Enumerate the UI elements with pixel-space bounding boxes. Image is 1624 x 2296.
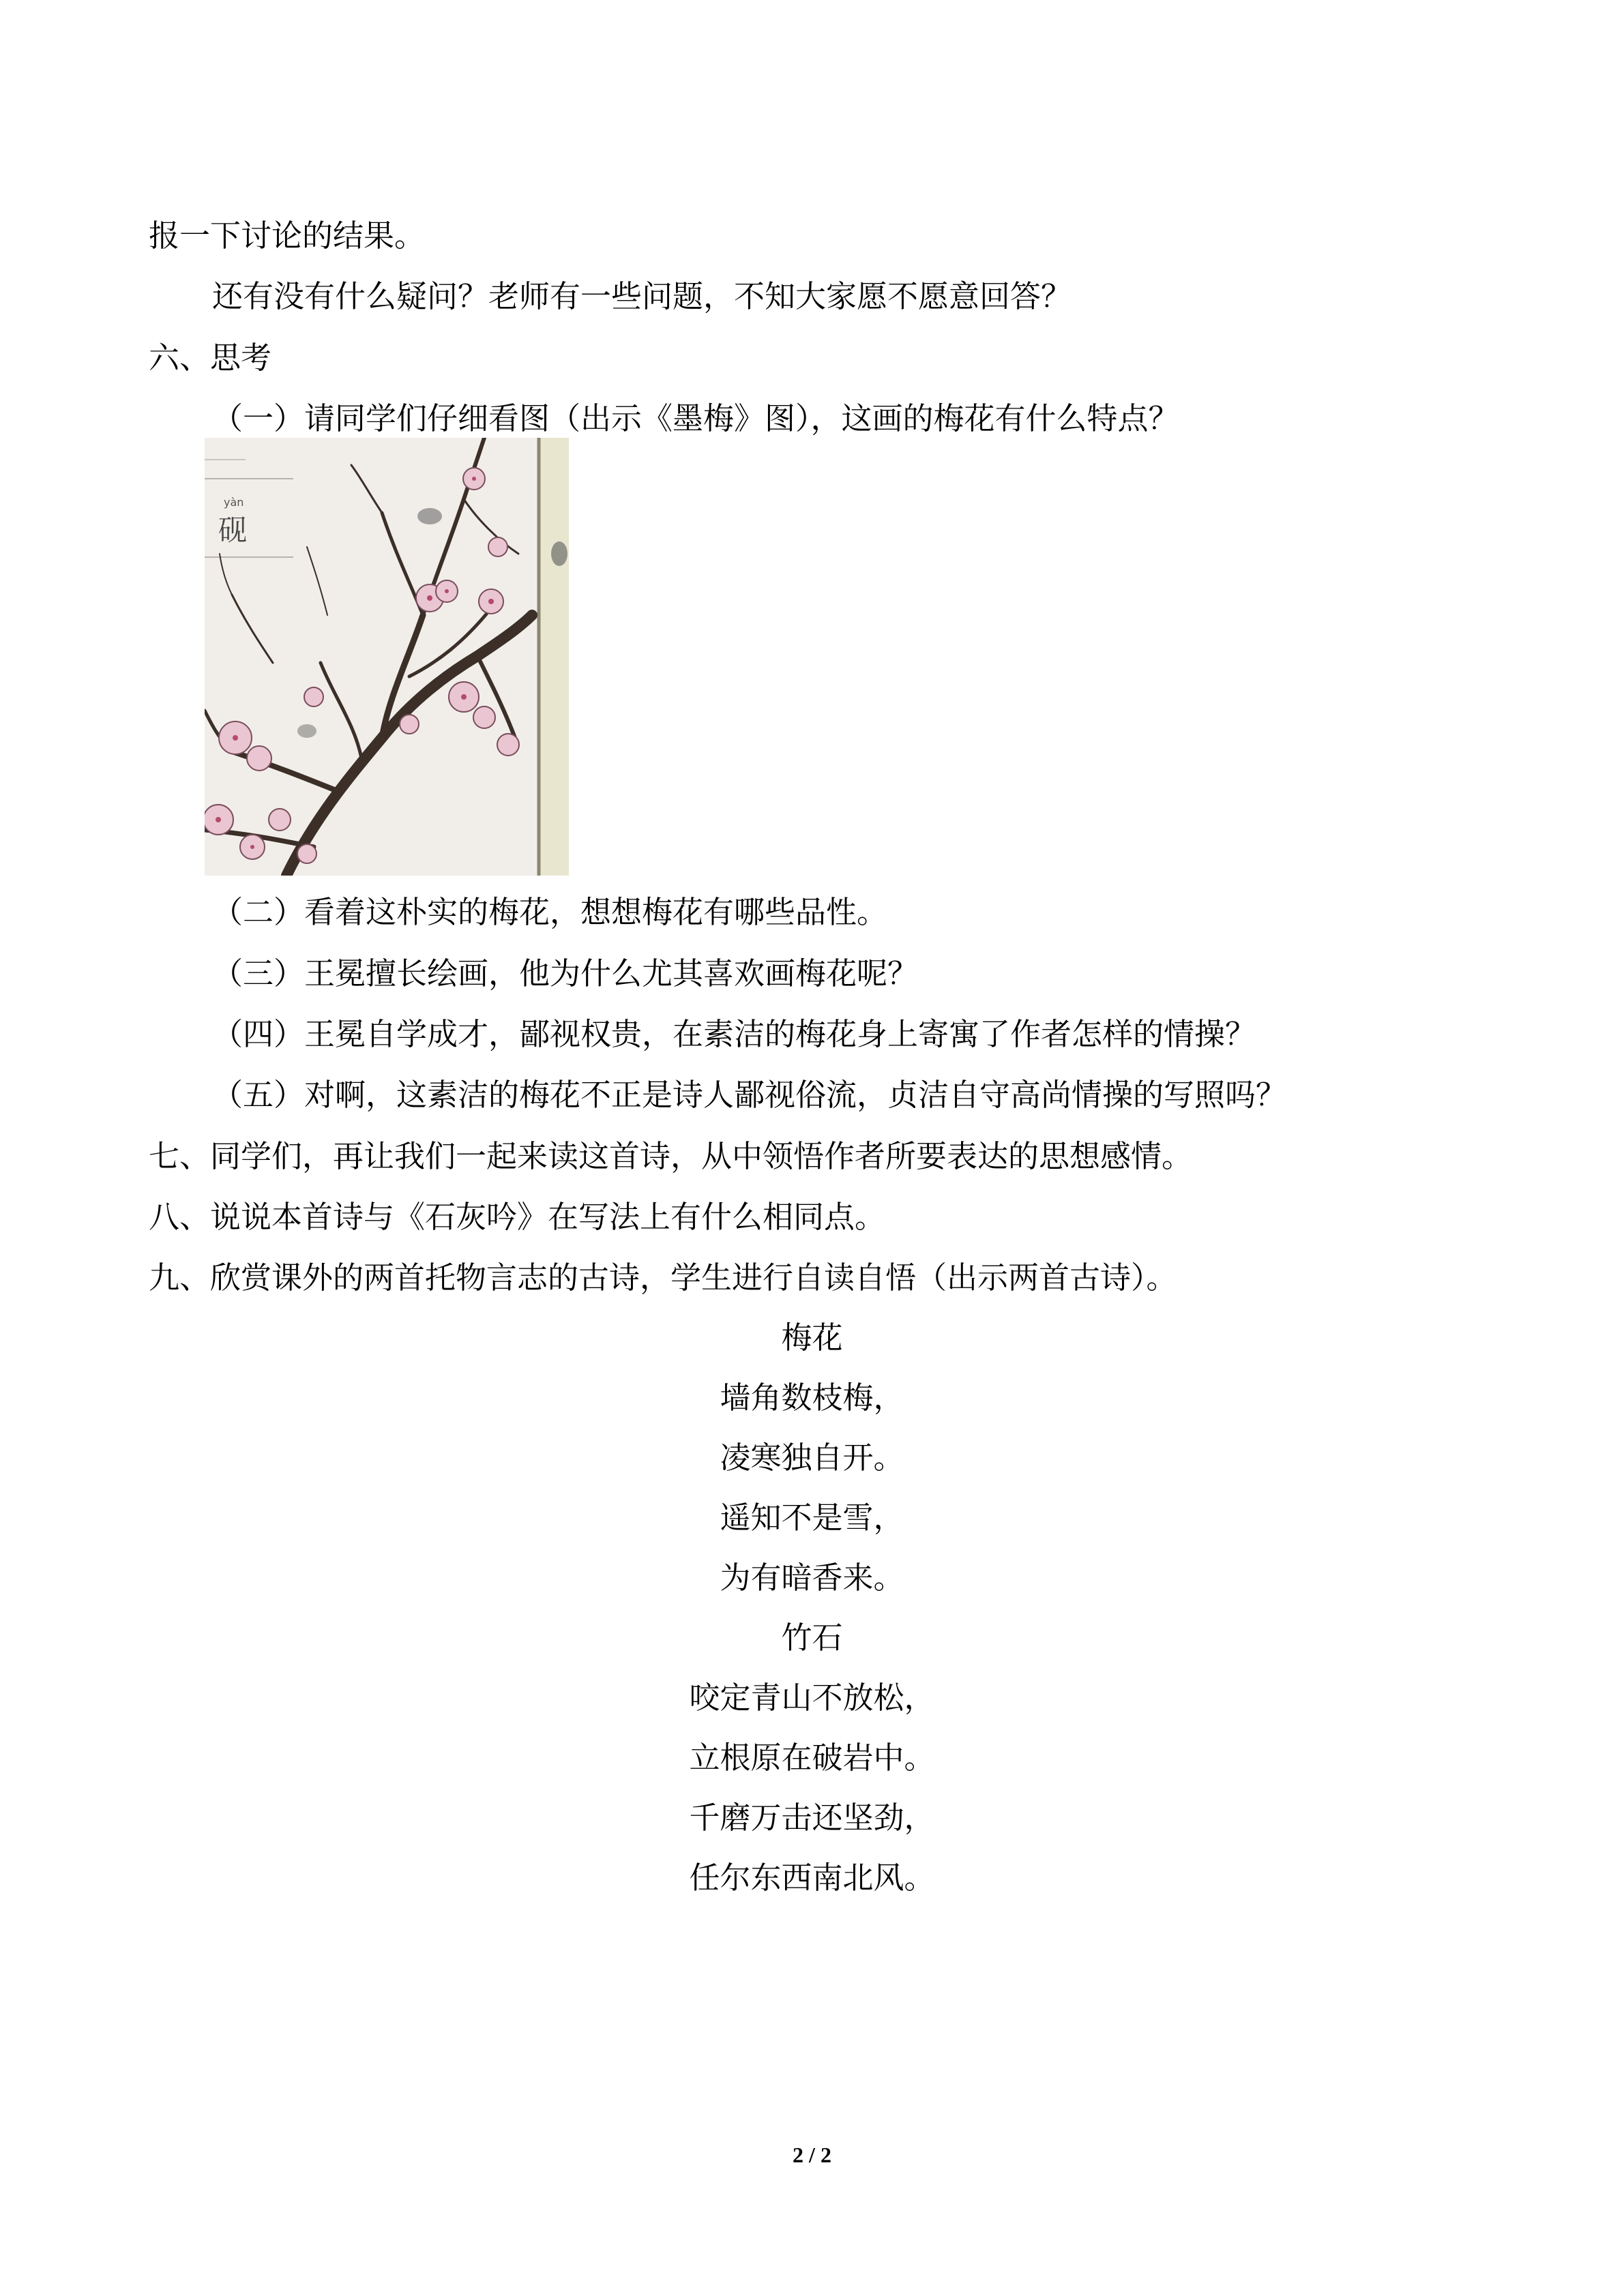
- poem-line: 凌寒独自开。: [720, 1440, 904, 1476]
- section-heading-six: 六、思考: [149, 340, 272, 376]
- page-number: 2 / 2: [793, 2143, 831, 2167]
- poem-line: 为有暗香来。: [720, 1560, 904, 1596]
- poem-line: 立根原在破岩中。: [689, 1740, 935, 1776]
- image-character: 砚: [218, 513, 248, 547]
- poem-title: 梅花: [781, 1320, 843, 1356]
- section-heading-nine: 九、欣赏课外的两首托物言志的古诗，学生进行自读自悟（出示两首古诗）。: [149, 1259, 1177, 1296]
- section-heading-seven: 七、同学们，再让我们一起来读这首诗，从中领悟作者所要表达的思想感情。: [149, 1138, 1193, 1174]
- paragraph-report: 报一下讨论的结果。: [149, 218, 426, 254]
- poem-line: 遥知不是雪，: [720, 1500, 904, 1536]
- poem-line: 千磨万击还坚劲，: [689, 1800, 935, 1836]
- poem-line: 任尔东西南北风。: [689, 1860, 935, 1896]
- question-5: （五）对啊，这素洁的梅花不正是诗人鄙视俗流，贞洁自守高尚情操的写照吗？: [212, 1077, 1287, 1113]
- poem-line: 墙角数枝梅，: [720, 1380, 904, 1416]
- plum-blossom-image: [205, 438, 569, 876]
- question-4: （四）王冕自学成才，鄙视权贵，在素洁的梅花身上寄寓了作者怎样的情操？: [212, 1016, 1256, 1052]
- question-2: （二）看着这朴实的梅花，想想梅花有哪些品性。: [212, 894, 888, 930]
- poem-line: 咬定青山不放松，: [689, 1680, 935, 1716]
- question-1: （一）请同学们仔细看图（出示《墨梅》图），这画的梅花有什么特点？: [212, 400, 1179, 436]
- question-3: （三）王冕擅长绘画，他为什么尤其喜欢画梅花呢？: [212, 955, 919, 992]
- section-heading-eight: 八、说说本首诗与《石灰吟》在写法上有什么相同点。: [149, 1199, 886, 1235]
- paragraph-questions: 还有没有什么疑问？老师有一些问题，不知大家愿不愿意回答？: [212, 278, 1072, 314]
- image-pinyin: yàn: [224, 496, 244, 509]
- poem-title: 竹石: [781, 1620, 843, 1656]
